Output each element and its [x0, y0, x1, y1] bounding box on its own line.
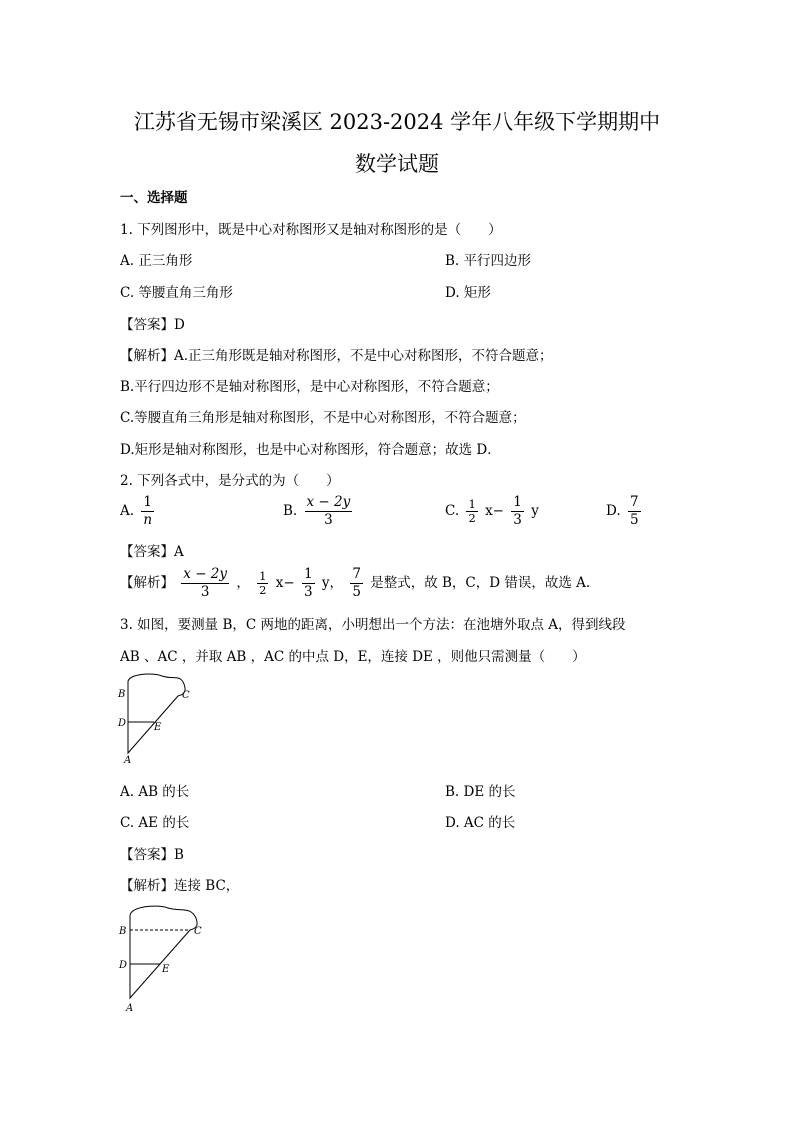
q2-option-c-text: x−	[485, 503, 504, 519]
fraction-numerator: 1	[513, 494, 522, 510]
explanation-text: x−	[275, 575, 295, 591]
fraction-numerator: 1	[259, 569, 267, 583]
fraction-denominator: 3	[303, 584, 313, 600]
pond-shape	[128, 674, 185, 753]
q2-option-d-label: D.	[606, 503, 621, 519]
q2-option-b	[283, 494, 355, 529]
q3-explanation: 【解析】连接 BC，	[120, 878, 240, 894]
explanation-text: y，	[321, 575, 344, 591]
q3-figure	[112, 670, 202, 770]
q3-solution-figure	[112, 898, 222, 1018]
q2-option-c-fraction-2	[511, 494, 524, 529]
label-b: B	[119, 926, 127, 937]
explanation-fraction-3	[302, 566, 315, 601]
fraction-denominator: 2	[259, 583, 267, 597]
explanation-separator: ，	[236, 575, 250, 591]
fraction-numerator: x − 2y	[306, 494, 351, 510]
label-b: B	[118, 689, 126, 700]
q1-stem: 1. 下列图形中，既是中心对称图形又是轴对称图形的是（ ）	[120, 222, 502, 238]
title-line-2: 数学试题	[355, 152, 439, 176]
fraction-denominator: 5	[352, 584, 361, 600]
q1-option-c: C. 等腰直角三角形	[120, 285, 233, 301]
q3-option-c: C. AE 的长	[120, 815, 190, 831]
fraction-numerator: 1	[303, 566, 313, 582]
fraction-numerator: 7	[629, 494, 639, 510]
q2-option-c-end: y	[531, 503, 539, 519]
title-line-1: 江苏省无锡市梁溪区 2023-2024 学年八年级下学期期中	[133, 110, 661, 134]
q1-option-b: B. 平行四边形	[445, 253, 532, 269]
q2-option-d	[606, 494, 644, 529]
fraction-numerator: 1	[141, 494, 154, 512]
q2-option-d-fraction	[628, 494, 641, 529]
q2-stem: 2. 下列各式中，是分式的为（ ）	[120, 473, 340, 489]
explanation-prefix: 【解析】	[120, 575, 174, 591]
fraction-denominator: 3	[200, 584, 210, 600]
q2-option-a-label: A.	[120, 503, 135, 519]
section-heading: 一、选择题	[120, 190, 188, 206]
q1-explanation-1: 【解析】A.正三角形既是轴对称图形，不是中心对称图形，不符合题意；	[120, 348, 553, 364]
fraction-numerator: x − 2y	[183, 566, 228, 582]
q3-stem-1: 3. 如图，要测量 B，C 两地的距离，小明想出一个方法：在池塘外取点 A，得到线段	[120, 617, 626, 633]
fraction-numerator: 1	[468, 497, 476, 511]
label-c: C	[182, 690, 190, 701]
q1-explanation-3: C.等腰直角三角形是轴对称图形，不是中心对称图形，不符合题意；	[120, 410, 526, 426]
q1-option-d: D. 矩形	[445, 285, 491, 301]
q3-stem-2: AB 、AC ，并取 AB ，AC 的中点 D，E，连接 DE ，则他只需测量（ ）	[120, 649, 586, 665]
label-d: D	[118, 718, 127, 729]
fraction-denominator: n	[143, 512, 153, 528]
q2-option-a	[120, 494, 157, 529]
label-e: E	[162, 964, 170, 975]
label-a: A	[124, 755, 132, 766]
label-e: E	[154, 722, 162, 733]
explanation-suffix: 是整式，故 B，C，D 错误，故选 A.	[370, 575, 591, 591]
q2-option-c-fraction-1	[466, 498, 477, 525]
pond-shape	[130, 906, 197, 998]
q3-answer: 【答案】B	[120, 847, 184, 863]
explanation-fraction-1	[181, 566, 229, 601]
fraction-numerator: 7	[352, 566, 361, 582]
q3-option-a: A. AB 的长	[120, 784, 190, 800]
q1-explanation-2: B.平行四边形不是轴对称图形，是中心对称图形，不符合题意；	[120, 379, 499, 395]
q1-option-a: A. 正三角形	[120, 253, 193, 269]
q2-option-c	[445, 494, 539, 529]
label-d: D	[119, 960, 128, 971]
explanation-fraction-2	[257, 570, 268, 597]
label-c: C	[194, 926, 202, 937]
fraction-denominator: 5	[629, 512, 639, 528]
q2-option-a-fraction	[141, 494, 154, 529]
q1-answer: 【答案】D	[120, 317, 185, 333]
fraction-denominator: 3	[513, 512, 522, 528]
q2-option-c-label: C.	[445, 503, 460, 519]
label-a: A	[126, 1003, 134, 1014]
q2-option-b-fraction	[305, 494, 353, 529]
q2-answer: 【答案】A	[120, 544, 184, 560]
fraction-denominator: 3	[324, 512, 333, 528]
q1-explanation-4: D.矩形是轴对称图形，也是中心对称图形，符合题意；故选 D．	[120, 442, 501, 458]
q2-explanation	[120, 566, 590, 601]
q3-option-b: B. DE 的长	[445, 784, 516, 800]
explanation-fraction-4	[350, 566, 363, 601]
q3-option-d: D. AC 的长	[445, 815, 516, 831]
fraction-denominator: 2	[468, 511, 476, 525]
q2-option-b-label: B.	[283, 503, 298, 519]
